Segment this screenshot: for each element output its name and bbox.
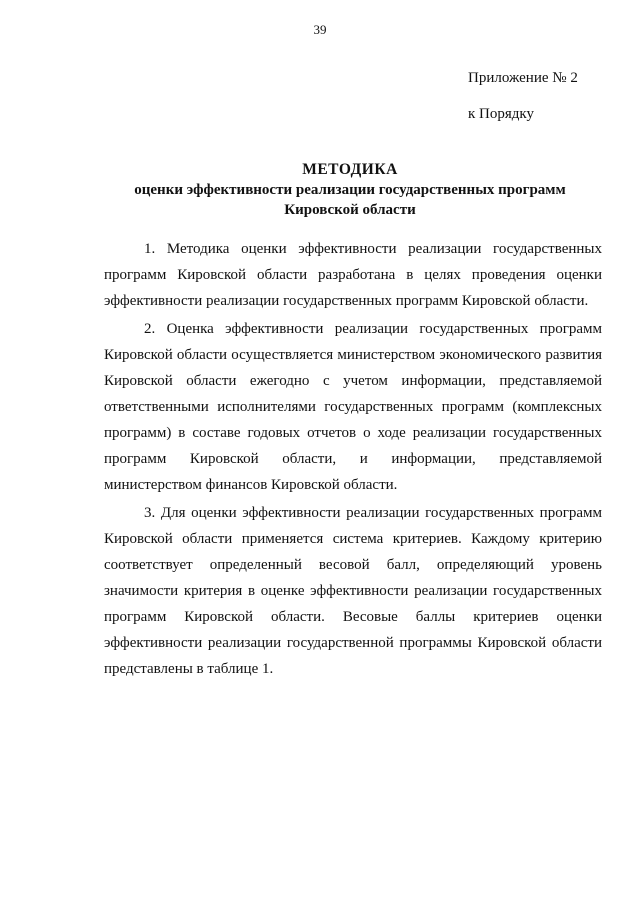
paragraph-3: 3. Для оценки эффективности реализации государственных программ Кировской области применяется система критериев. Каждому критерию соответствует определенный весовой балл, определяющий уровень значимости критерия в оценке эффективности реализации государственных программ Кировской области. Весовые баллы критериев оценки эффективности реализации государственной программы Кировской области представлены в таблице 1.	[104, 505, 602, 677]
appendix-label: Приложение № 2	[468, 70, 578, 86]
paragraph-1: 1. Методика оценки эффективности реализации государственных программ Кировской области разработана в целях проведения оценки эффективности реализации государственных программ Кировской области.	[104, 241, 602, 309]
title-subtitle-line-2: Кировской области	[284, 202, 416, 218]
paragraph-2: 2. Оценка эффективности реализации государственных программ Кировской области осуществляется министерством экономического развития Кировской области ежегодно с учетом информации, представляемой ответственными исполнителями государственных программ (комплексных программ) в составе годовых отчетов о ходе реализации государственных программ Кировской области, и информации, представляемой министерством финансов Кировской области.	[104, 321, 602, 493]
document-body	[104, 236, 602, 684]
appendix-reference: к Порядку	[468, 106, 534, 122]
title-subtitle-line-1: оценки эффективности реализации государственных программ	[134, 182, 566, 198]
document-title	[100, 160, 600, 220]
page-number: 39	[313, 22, 327, 37]
title-main: МЕТОДИКА	[302, 161, 398, 178]
